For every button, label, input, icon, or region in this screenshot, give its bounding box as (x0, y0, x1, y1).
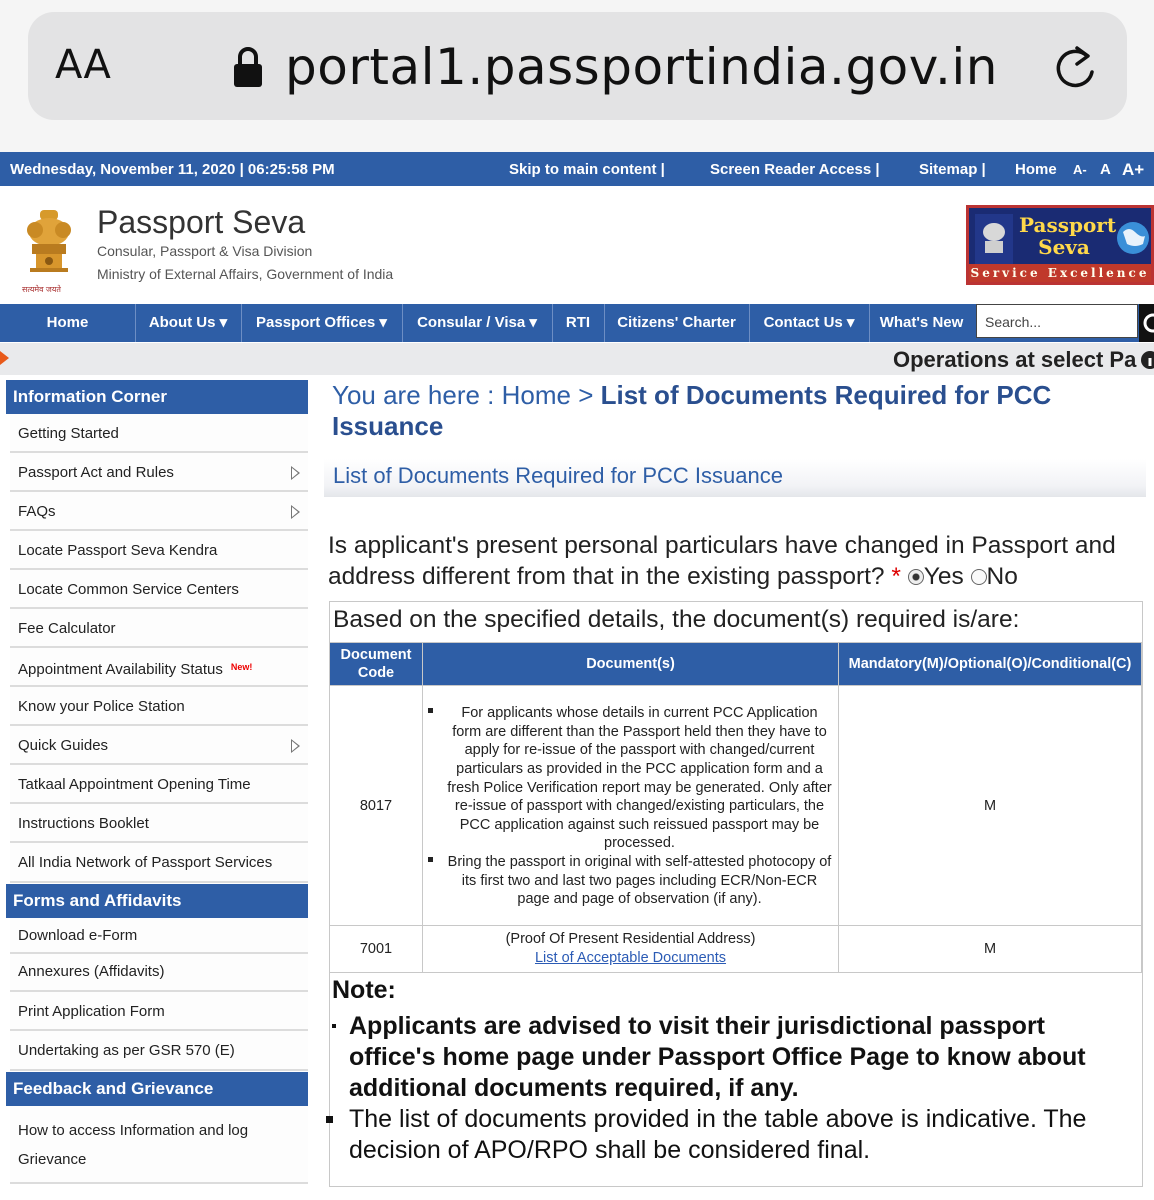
document-cell (423, 686, 839, 926)
nav-consular-visa[interactable]: Consular / Visa ▾ (402, 304, 553, 342)
note-item: Applicants are advised to visit their jurisdictional passport office's home page under Passport Office Page to know about additional documents required, if any. (332, 1011, 1132, 1104)
document-item: Bring the passport in original with self-attested photocopy of its first two and last two pages including ECR/Non-ECR page and page of observation (if any). (423, 853, 838, 909)
sidebar-item-label: All India Network of Passport Services (18, 854, 273, 871)
sidebar-item-label: Know your Police Station (18, 698, 185, 715)
yes-radio[interactable] (908, 569, 924, 585)
document-list (423, 704, 838, 909)
document-status: M (839, 686, 1142, 926)
question-text: Is applicant's present personal particulars have changed in Passport and address different from that in the existing passport? (328, 532, 1116, 590)
sidebar-item-label: Locate Passport Seva Kendra (18, 542, 218, 559)
nav-passport-offices[interactable]: Passport Offices ▾ (241, 304, 403, 342)
sidebar-item-label: FAQs (18, 503, 56, 520)
sidebar-item-india-network[interactable] (10, 843, 308, 883)
sidebar-heading-information-corner: Information Corner (6, 380, 308, 414)
document-status: M (839, 926, 1142, 973)
documents-table (329, 642, 1142, 973)
browser-chrome (0, 0, 1154, 152)
sidebar-item-label: Passport Act and Rules (18, 464, 174, 481)
font-decrease-button[interactable]: A- (1073, 162, 1087, 177)
sidebar-item-label: How to access Information and log Grievance (18, 1122, 249, 1168)
search-button[interactable] (1139, 304, 1154, 342)
sidebar-item-print-application[interactable] (10, 992, 308, 1031)
expand-arrow-icon[interactable] (291, 466, 300, 480)
search-icon (1139, 304, 1154, 342)
sidebar-item-download-eform[interactable] (10, 918, 308, 954)
sidebar-item-label: Locate Common Service Centers (18, 581, 239, 598)
sidebar-item-access-information[interactable] (10, 1106, 308, 1184)
document-code: 7001 (330, 926, 423, 973)
document-code: 8017 (330, 686, 423, 926)
font-normal-button[interactable]: A (1100, 161, 1111, 178)
nav-home[interactable]: Home (0, 304, 136, 342)
sidebar-heading-forms-affidavits: Forms and Affidavits (6, 884, 308, 918)
date-time: Wednesday, November 11, 2020 | 06:25:58 PM (10, 161, 335, 178)
font-increase-button[interactable]: A+ (1122, 160, 1145, 179)
note-title: Note: (332, 976, 396, 1004)
column-header-mandatory: Mandatory(M)/Optional(O)/Conditional(C) (839, 643, 1142, 686)
table-row (330, 686, 1142, 926)
emblem-caption: सत्यमेव जयते (22, 285, 61, 294)
utility-bar (0, 152, 1154, 186)
column-header-documents: Document(s) (423, 643, 839, 686)
no-label[interactable]: No (986, 563, 1018, 590)
ticker-text[interactable]: Operations at select Pa (893, 347, 1137, 372)
page-title: List of Documents Required for PCC Issuance (324, 459, 1146, 497)
sidebar-item-fee-calculator[interactable] (10, 609, 308, 648)
globe-icon (1115, 214, 1151, 264)
sidebar-item-locate-csc[interactable] (10, 570, 308, 609)
ticker-arrow-icon (0, 351, 9, 365)
sidebar-item-getting-started[interactable] (10, 414, 308, 453)
screen-reader-link[interactable]: Screen Reader Access | (710, 161, 880, 178)
sidebar-item-passport-act[interactable] (10, 453, 308, 492)
skip-to-main-link[interactable]: Skip to main content | (509, 161, 665, 178)
result-lead-text: Based on the specified details, the document(s) required is/are: (333, 606, 1020, 633)
sidebar-item-appointment-availability[interactable] (10, 648, 308, 687)
breadcrumb (332, 380, 1132, 442)
sidebar-item-label: Undertaking as per GSR 570 (E) (18, 1042, 235, 1059)
site-subtitle-division: Consular, Passport & Visa Division (97, 243, 313, 259)
site-subtitle-ministry: Ministry of External Affairs, Government of India (97, 266, 394, 282)
required-marker: * (891, 563, 901, 590)
nav-about-us[interactable]: About Us ▾ (135, 304, 242, 342)
emblem-small-icon (975, 214, 1013, 264)
sidebar-item-annexures[interactable] (10, 954, 308, 992)
note-list (332, 1011, 1132, 1166)
logo-title: Passport Seva (1019, 213, 1117, 259)
acceptable-documents-link[interactable]: List of Acceptable Documents (534, 950, 727, 966)
sidebar-item-label: Annexures (Affidavits) (18, 963, 165, 980)
table-row (330, 926, 1142, 973)
sidebar-item-police-station[interactable] (10, 687, 308, 726)
sidebar-item-quick-guides[interactable] (10, 726, 308, 765)
sidebar-item-tatkaal-time[interactable] (10, 765, 308, 804)
document-item: For applicants whose details in current PCC Application form are different than the Passport held then they have to apply for re-issue of the passport with changed/current particulars as provided in the PCC application form and a fresh Police Verification report may be generated. Only after re-issue of passport with changed/existing particulars, the PCC application against such reissued passport may be processed. (423, 704, 838, 853)
sidebar-item-label: Quick Guides (18, 737, 109, 754)
sidebar-item-label: Fee Calculator (18, 620, 116, 637)
expand-arrow-icon[interactable] (291, 505, 300, 519)
document-cell (423, 926, 839, 973)
sidebar-item-undertaking-gsr[interactable] (10, 1031, 308, 1071)
nav-whats-new[interactable]: What's New (879, 314, 964, 331)
yes-label[interactable]: Yes (923, 563, 964, 590)
url-text[interactable]: portal1.passportindia.gov.in (285, 38, 998, 96)
note-section (332, 976, 1132, 1166)
note-item: The list of documents provided in the table above is indicative. The decision of APO/RPO shall be considered final. (332, 1104, 1132, 1166)
nav-rti[interactable]: RTI (552, 304, 605, 342)
new-badge: New! (230, 662, 253, 672)
logo-tagline: Service Excellence (970, 266, 1150, 280)
sidebar-item-instructions-booklet[interactable] (10, 804, 308, 843)
column-header-code: Document Code (330, 643, 423, 686)
sidebar-item-locate-psk[interactable] (10, 531, 308, 570)
sidebar-item-label: Download e-Form (18, 927, 138, 944)
site-title[interactable]: Passport Seva (97, 204, 306, 240)
sidebar-item-label: Tatkaal Appointment Opening Time (18, 776, 251, 793)
nav-citizens-charter[interactable]: Citizens' Charter (604, 304, 750, 342)
sidebar-item-faqs[interactable] (10, 492, 308, 531)
expand-arrow-icon[interactable] (291, 739, 300, 753)
lock-icon (233, 46, 263, 88)
sidebar-heading-feedback-grievance: Feedback and Grievance (6, 1072, 308, 1106)
home-link[interactable]: Home (1015, 161, 1057, 178)
reader-text-size-button[interactable]: AA (55, 42, 111, 88)
national-emblem-logo (18, 204, 80, 284)
document-text: (Proof Of Present Residential Address) (505, 931, 756, 947)
sidebar-item-label: Getting Started (18, 425, 119, 442)
pcc-question (328, 530, 1148, 592)
sidebar-item-label: Appointment Availability Status (18, 661, 223, 678)
passport-seva-logo (966, 205, 1154, 285)
nav-contact-us[interactable]: Contact Us ▾ (749, 304, 870, 342)
sidebar-item-label: Print Application Form (18, 1003, 165, 1020)
search-input[interactable]: Search... (976, 304, 1138, 338)
sitemap-link[interactable]: Sitemap | (919, 161, 986, 178)
ticker-info-icon[interactable] (1140, 350, 1154, 370)
reload-icon[interactable] (1050, 42, 1100, 94)
no-radio[interactable] (971, 569, 987, 585)
breadcrumb-home-link[interactable]: You are here : Home > (332, 380, 601, 410)
sidebar-item-label: Instructions Booklet (18, 815, 149, 832)
sidebar (6, 380, 308, 1200)
breadcrumb-current: List of Documents Required for PCC Issuance (332, 380, 1052, 441)
